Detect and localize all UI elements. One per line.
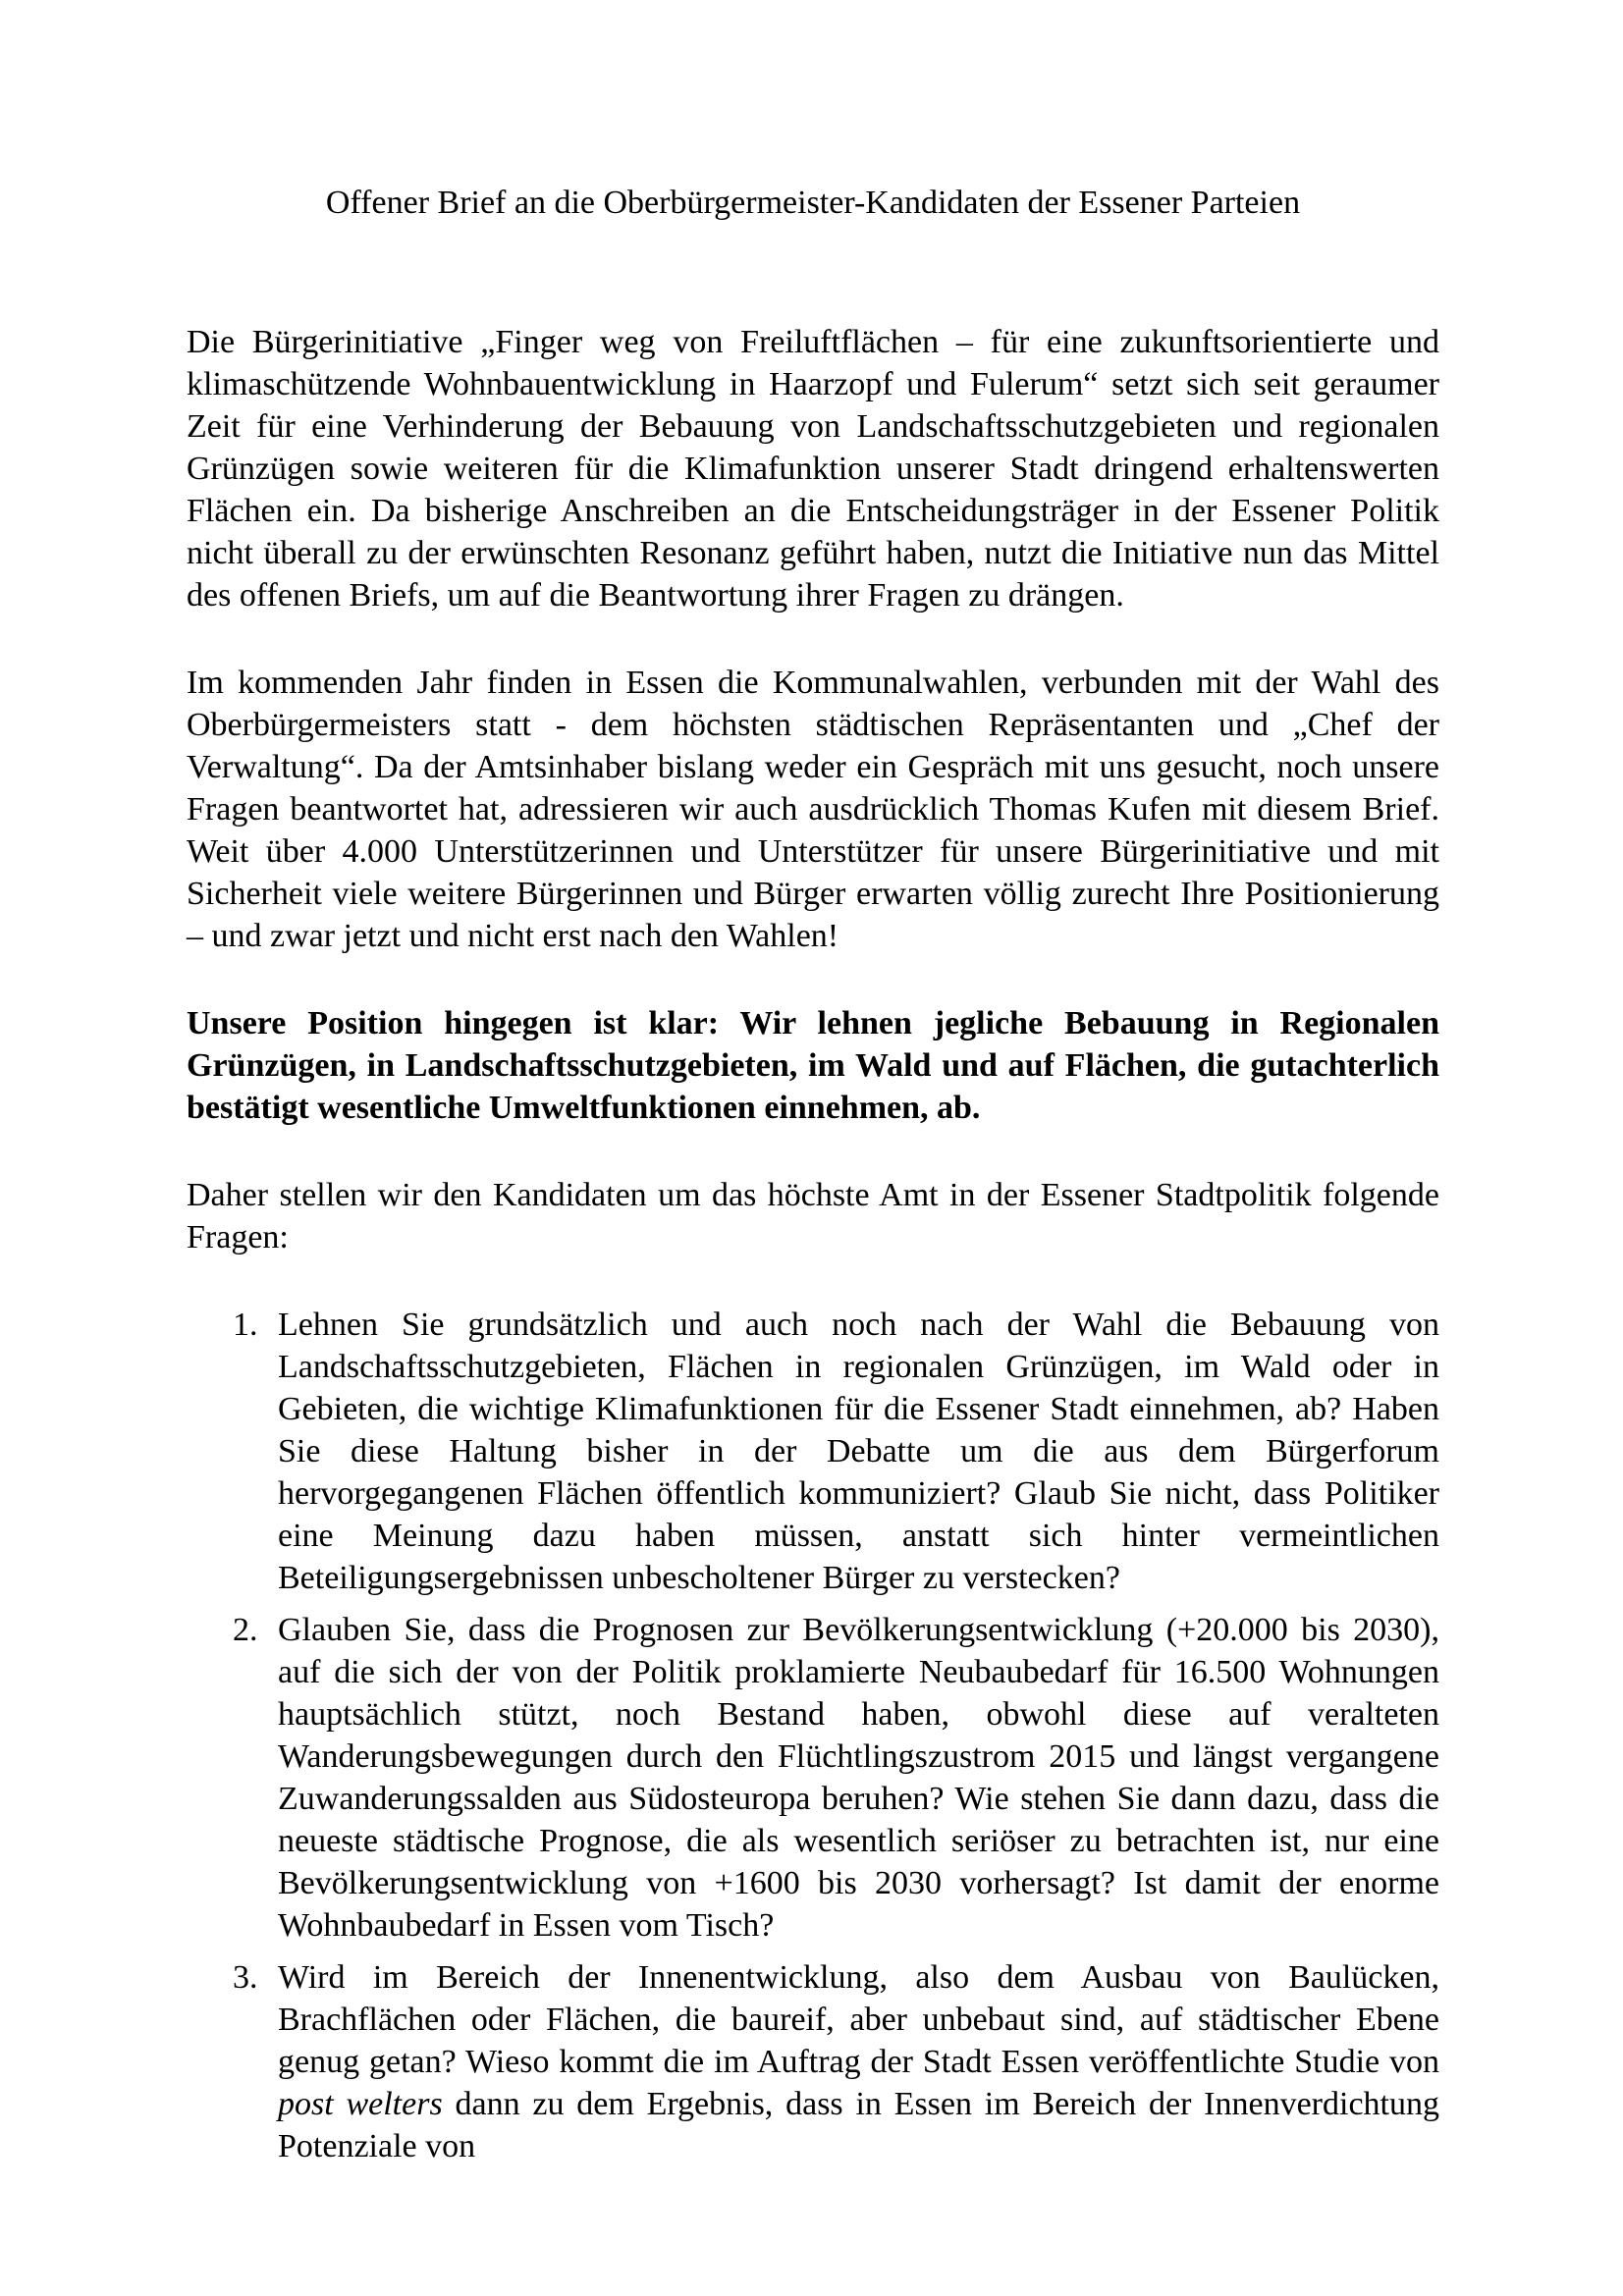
paragraph-initiative-intro: Die Bürgerinitiative „Finger weg von Freiluftflächen – für eine zukunftsorientierte und klimaschützende Wohnbauentwicklung in Haarzopf und Fulerum“ setzt sich seit geraumer Zeit für eine Verhinderung der Bebauung von Landschaftsschutzgebieten und regionalen Grünzügen sowie weiteren für die Klimafunktion unserer Stadt dringend erhaltenswerten Flächen ein. Da bisherige Anschreiben an die Entscheidungsträger in der Essener Politik nicht überall zu der erwünschten Resonanz geführt haben, nutzt die Initiative nun das Mittel des offenen Briefs, um auf die Beantwortung ihrer Fragen zu drängen. bbox=[187, 324, 1439, 614]
list-item-text-segment: Wird im Bereich der Innenentwicklung, also dem Ausbau von Baulücken, Brachflächen oder Flächen, die baureif, aber unbebaut sind, auf städtischer Ebene genug getan? Wieso kommt die im Auftrag der Stadt Essen veröffentlichte Studie von bbox=[278, 1959, 1439, 2080]
list-item-number: 3. bbox=[233, 1959, 258, 1996]
list-item-question-1 bbox=[187, 1304, 1439, 1599]
list-item-text-segment: dann zu dem Ergebnis, dass in Essen im Bereich der Innenverdichtung Potenziale von bbox=[278, 2086, 1439, 2164]
list-item-text bbox=[278, 1956, 1439, 2167]
list-item-number: 2. bbox=[233, 1612, 258, 1648]
paragraph-questions-intro: Daher stellen wir den Kandidaten um das höchste Amt in der Essener Stadtpolitik folgende Fragen: bbox=[187, 1177, 1439, 1255]
list-item-question-2 bbox=[187, 1609, 1439, 1947]
questions-list bbox=[187, 1304, 1439, 2167]
list-item-text: Glauben Sie, dass die Prognosen zur Bevölkerungsentwicklung (+20.000 bis 2030), auf die sich der von der Politik proklamierte Neubaubedarf für 16.500 Wohnungen hauptsächlich stützt, noch Bestand haben, obwohl diese auf veralteten Wanderungsbewegungen durch den Flüchtlingszustrom 2015 und längst vergangene Zuwanderungssalden aus Südosteuropa beruhen? Wie stehen Sie dann dazu, dass die neueste städtische Prognose, die als wesentlich seriöser zu betrachten ist, nur eine Bevölkerungsentwicklung von +1600 bis 2030 vorhersagt? Ist damit der enorme Wohnbaubedarf in Essen vom Tisch? bbox=[278, 1612, 1439, 1944]
list-item-question-3 bbox=[187, 1956, 1439, 2167]
paragraph-elections: Im kommenden Jahr finden in Essen die Kommunalwahlen, verbunden mit der Wahl des Oberbürgermeisters statt - dem höchsten städtischen Repräsentanten und „Chef der Verwaltung“. Da der Amtsinhaber bislang weder ein Gespräch mit uns gesucht, noch unsere Fragen beantwortet hat, adressieren wir auch ausdrücklich Thomas Kufen mit diesem Brief. Weit über 4.000 Unterstützerinnen und Unterstützer für unsere Bürgerinitiative und mit Sicherheit viele weitere Bürgerinnen und Bürger erwarten völlig zurecht Ihre Positionierung – und zwar jetzt und nicht erst nach den Wahlen! bbox=[187, 665, 1439, 954]
list-item-number: 1. bbox=[233, 1307, 258, 1343]
list-item-text-italic-segment: post welters bbox=[278, 2086, 443, 2122]
paragraph-position-statement: Unsere Position hingegen ist klar: Wir lehnen jegliche Bebauung in Regionalen Grünzügen, in Landschaftsschutzgebieten, im Wald und auf Flächen, die gutachterlich bestätigt wesentliche Umweltfunktionen einnehmen, ab. bbox=[187, 1005, 1439, 1126]
document-title: Offener Brief an die Oberbürgermeister-Kandidaten der Essener Parteien bbox=[325, 185, 1301, 221]
list-item-text: Lehnen Sie grundsätzlich und auch noch nach der Wahl die Bebauung von Landschaftsschutzgebieten, Flächen in regionalen Grünzügen, im Wald oder in Gebieten, die wichtige Klimafunktionen für die Essener Stadt einnehmen, ab? Haben Sie diese Haltung bisher in der Debatte um die aus dem Bürgerforum hervorgegangenen Flächen öffentlich kommuniziert? Glaub Sie nicht, dass Politiker eine Meinung dazu haben müssen, anstatt sich hinter vermeintlichen Beteiligungsergebnissen unbescholtener Bürger zu verstecken? bbox=[278, 1307, 1439, 1596]
